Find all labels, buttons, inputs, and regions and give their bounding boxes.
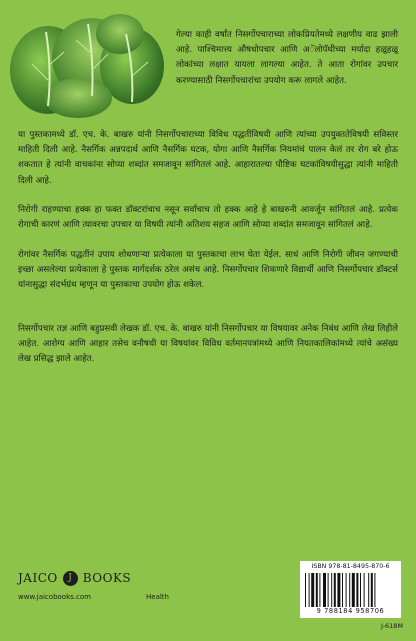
publisher-name-right: BOOKS: [82, 571, 132, 585]
leafy-greens-image: [8, 10, 166, 118]
catalog-code: J-618M: [381, 622, 404, 630]
publisher-website: www.jaicobooks.com: [18, 593, 91, 601]
publisher-mark-icon: J: [63, 571, 78, 586]
book-category: Health: [146, 593, 169, 601]
book-description-paragraph: या पुस्तकामध्ये डॉ. एच. के. बाखरु यांनी निसर्गोपचाराच्या विविध पद्धतींविषयी आणि त्यांच्या उपयुक्ततेविषयी सविस्तर माहिती दिली आहे. नैसर्गिक अन्नपदार्थ आणि नैसर्गिक घटक, योगा आणि नैसर्गिक नियमांचं पालन केलं तर रोग बरे होऊ शकतात हे त्यांनी वाचकांना सोप्या शब्दांत समजावून सांगितलं आहे. आहारातल्या पौष्टिक घटकांविषयीसुद्धा त्यांनी माहिती दिली आहे.: [18, 130, 398, 186]
intro-paragraph: गेल्या काही वर्षांत निसर्गोपचाराच्या लोकप्रियतेमध्ये लक्षणीय वाढ झाली आहे. पाश्चिमात्त्य औषधोपचार आणि अॅलोपॅथीच्या मर्यादा हळूहळू लोकांच्या लक्षात यायला लागल्या आहेत. ते आता रोगांवर उपचार करण्यासाठी निसर्गोपचारांचा उपयोग करू लागले आहेत.: [176, 30, 398, 86]
author-bio-paragraph: निसर्गोपचार तज्ञ आणि बहुप्रसवी लेखक डॉ. एच. के. बाखरु यांनी निसर्गोपचार या विषयावर अनेक निबंध आणि लेख लिहीले आहेत. आरोग्य आणि आहार तसेच वनौषधी या विषयांवर विविध वर्तमानपत्रांमध्ये आणि नियतकालिकांमध्ये त्यांचे असंख्य लेख प्रसिद्ध झाले आहेत.: [18, 324, 398, 365]
barcode-icon: [304, 573, 397, 607]
health-right-paragraph: निरोगी राहण्याचा हक्क हा फक्त डॉक्टरांचाच नसून सर्वांचाच तो हक्क आहे हे बाखरुनी आवर्जून सांगितलं आहे. प्रत्येक रोगाची कारणं आणि त्यावरचा उपचार या विषयी त्यांनी अतिशय सहज आणि सोप्या शब्दांत समजावून सांगितलं आहे.: [18, 205, 398, 231]
barcode-digits: 9 788184 958706: [316, 607, 385, 615]
isbn-barcode: [300, 561, 401, 618]
publisher-name-left: JAICO: [18, 571, 58, 585]
publisher-logo: [18, 569, 131, 587]
audience-paragraph: रोगांवर नैसर्गिक पद्धतींनं उपाय शोधणाऱ्या प्रत्येकाला या पुस्तकाचा लाभ घेता येईल. साधं आणि निरोगी जीवन जगण्याची इच्छा असलेल्या प्रत्येकाला हे पुस्तक मार्गदर्शक ठरेल असंच आहे. निसर्गोपचार शिकणारे विद्यार्थी आणि निसर्गोपचार डॉक्टर्स यांनासुद्धा संदर्भग्रंथ म्हणून या पुस्तकाचा उपयोग होऊ शकेल.: [18, 250, 398, 291]
isbn-label: ISBN 978-81-8495-870-6: [311, 563, 390, 570]
